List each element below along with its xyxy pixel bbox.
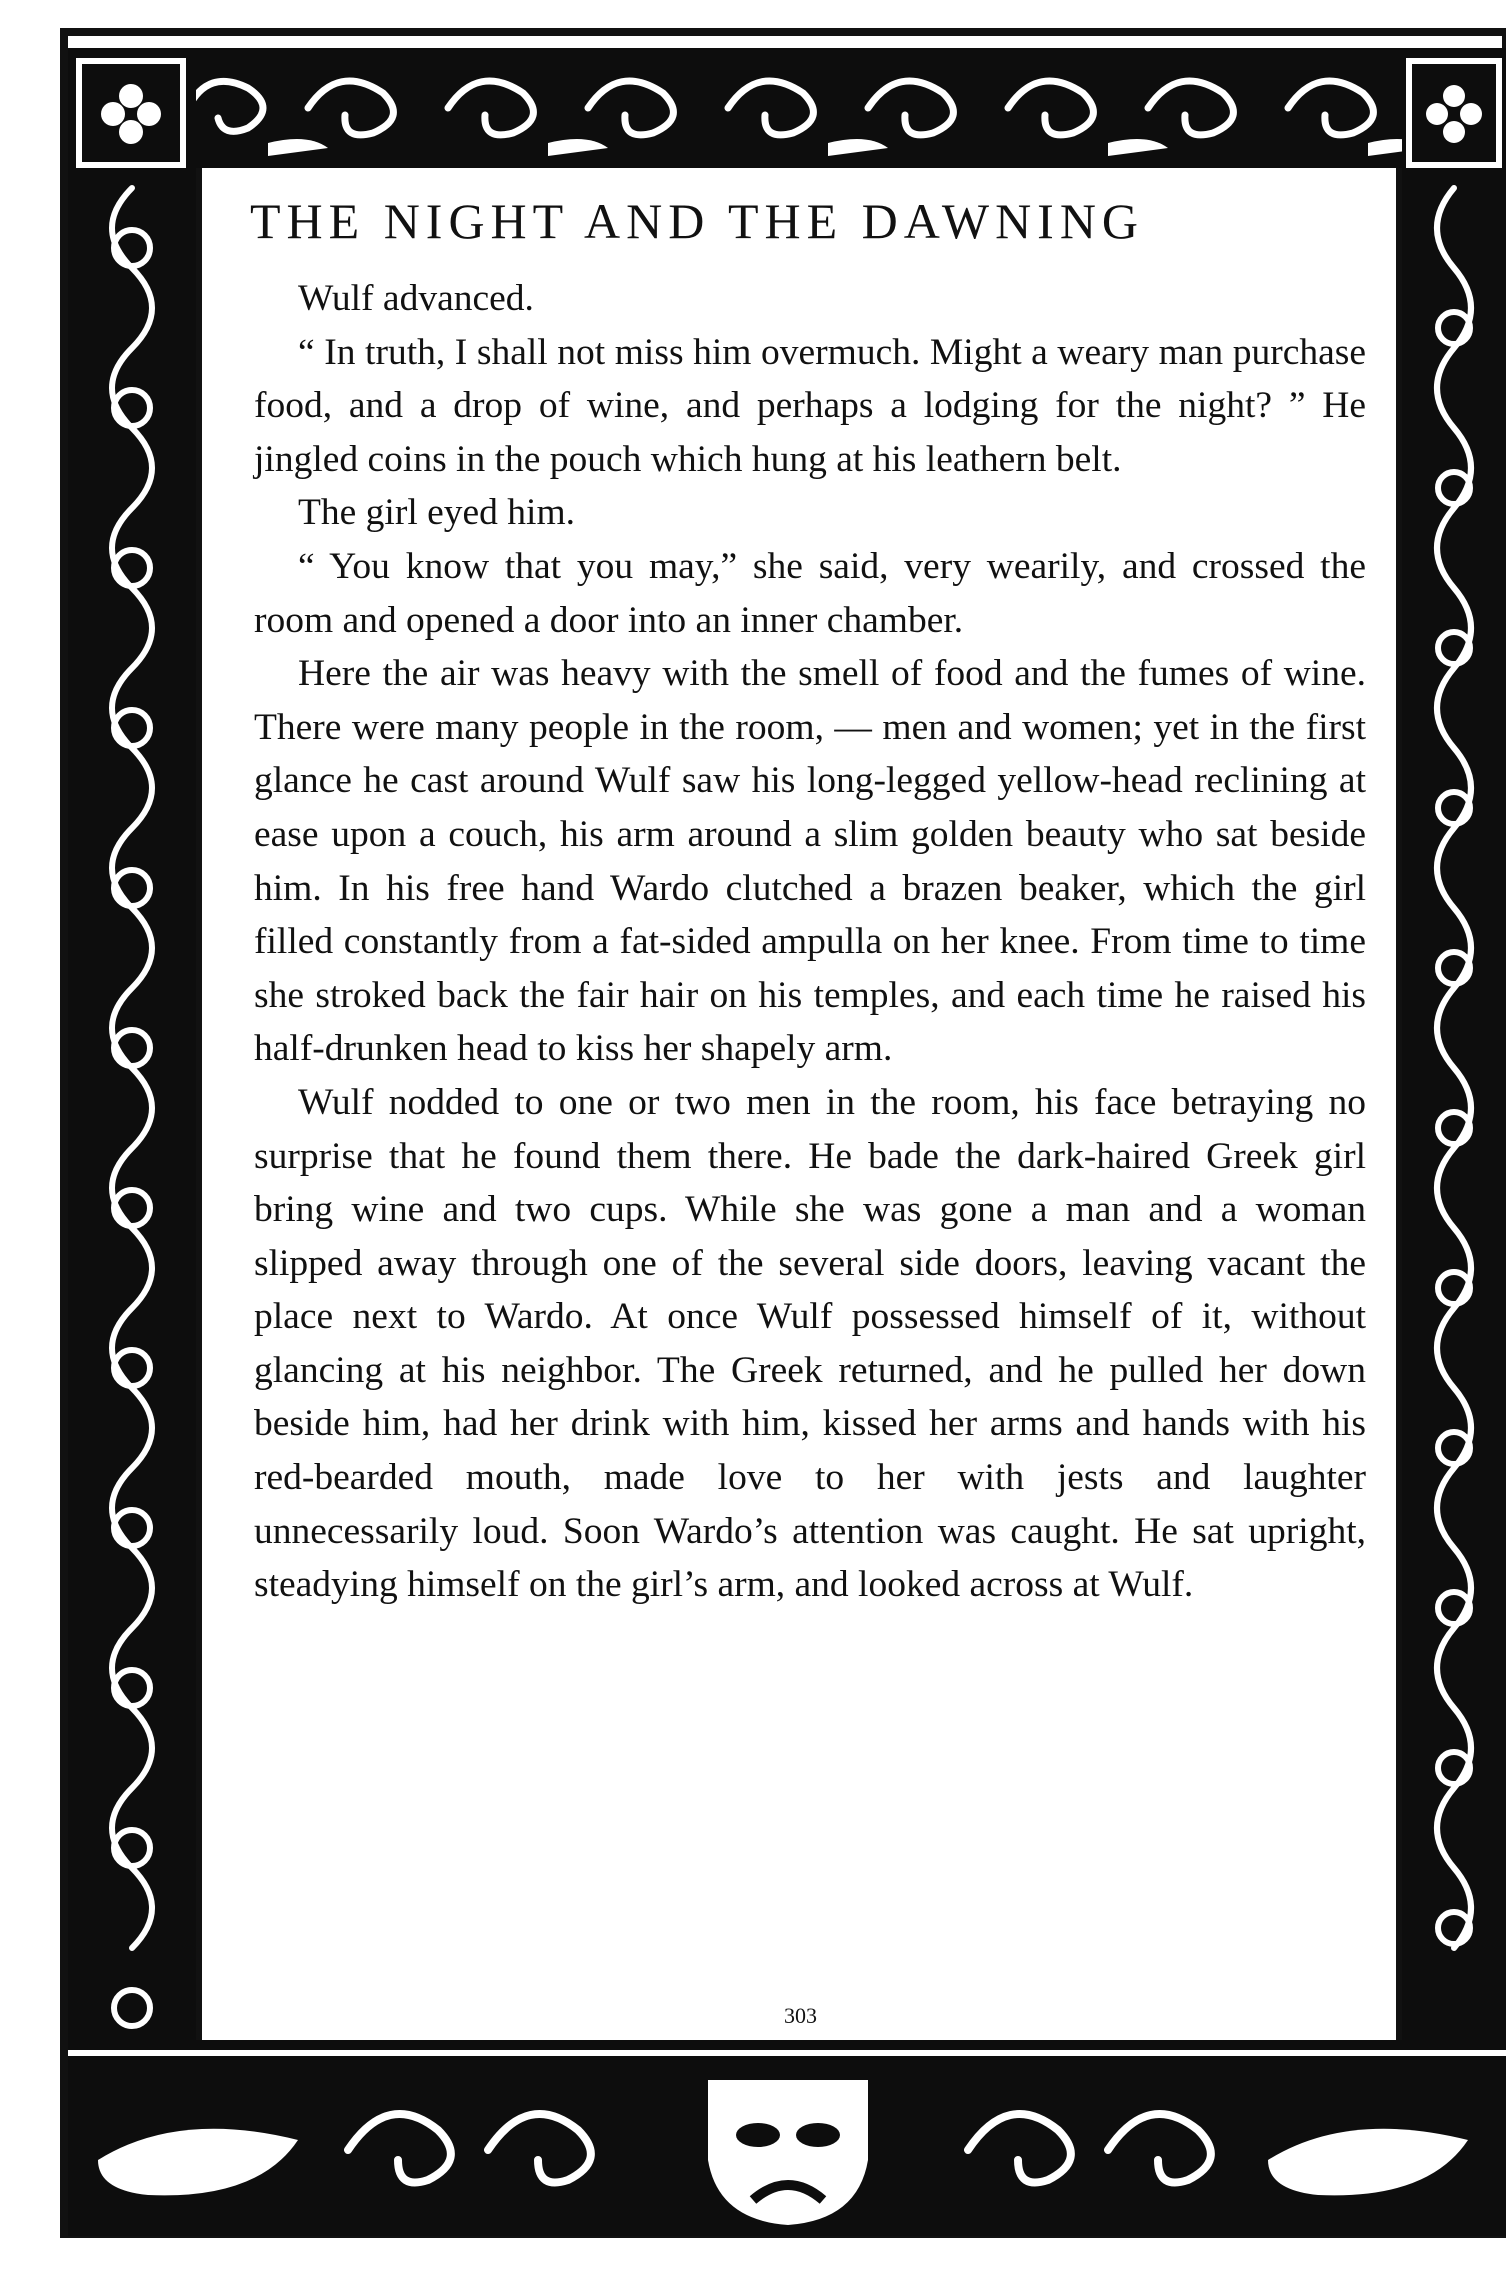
bottom-frieze: [68, 2040, 1506, 2236]
paragraph: “ In truth, I shall not miss him overmuch. Might a weary man purchase food, and a drop of wine, and perhaps a lodging for the night? ” He jingled coins in the pouch which hung at his leathern belt.: [254, 331, 1366, 480]
bottom-border-ornament: [68, 2040, 1506, 2236]
page-number: 303: [784, 2003, 817, 2028]
paragraph: Wulf nodded to one or two men in the room, his face betraying no surprise that he found them there. He bade the dark-haired Greek girl bring wine and two cups. While she was gone a man and a woman slipped away through one of the several side doors, leaving vacant the place next to Wardo. At once Wulf possessed himself of it, without glancing at his neighbor. The Greek returned, and he pulled her down beside him, had her drink with him, kissed her arms and hands with his red-bearded mouth, made love to her with jests and laughter unnecessarily loud. Soon Wardo’s attention was caught. He sat upright, steadying himself on the girl’s arm, and looked across at Wulf.: [254, 1081, 1366, 1606]
top-border-ornament: [68, 48, 1506, 168]
acanthus-leaf-icon: [68, 48, 196, 2048]
paragraph: The girl eyed him.: [298, 492, 576, 534]
right-border-ornament: [1402, 48, 1506, 2048]
page-title: THE NIGHT AND THE DAWNING: [250, 193, 1145, 249]
left-border-ornament: [68, 48, 196, 2048]
body-text: [254, 272, 1366, 1612]
paragraph: Here the air was heavy with the smell of food and the fumes of wine. There were many people in the room, — men and women; yet in the first glance he cast around Wulf saw his long-legged yellow-head reclining at ease upon a couch, his arm around a slim golden beauty who sat beside him. In his free hand Wardo clutched a brazen beaker, which the girl filled constantly from a fat-sided ampulla on her knee. From time to time she stroked back the fair hair on his temples, and each time he raised his half-drunken head to kiss her shapely arm.: [254, 653, 1366, 1070]
paragraph: “ You know that you may,” she said, very wearily, and crossed the room and opened a door into an inner chamber.: [254, 545, 1366, 641]
acanthus-leaf-icon: [1402, 48, 1506, 2048]
paragraph: Wulf advanced.: [298, 278, 534, 319]
theatre-mask-icon: [708, 2080, 868, 2225]
scroll-vine-icon: [68, 48, 1506, 168]
